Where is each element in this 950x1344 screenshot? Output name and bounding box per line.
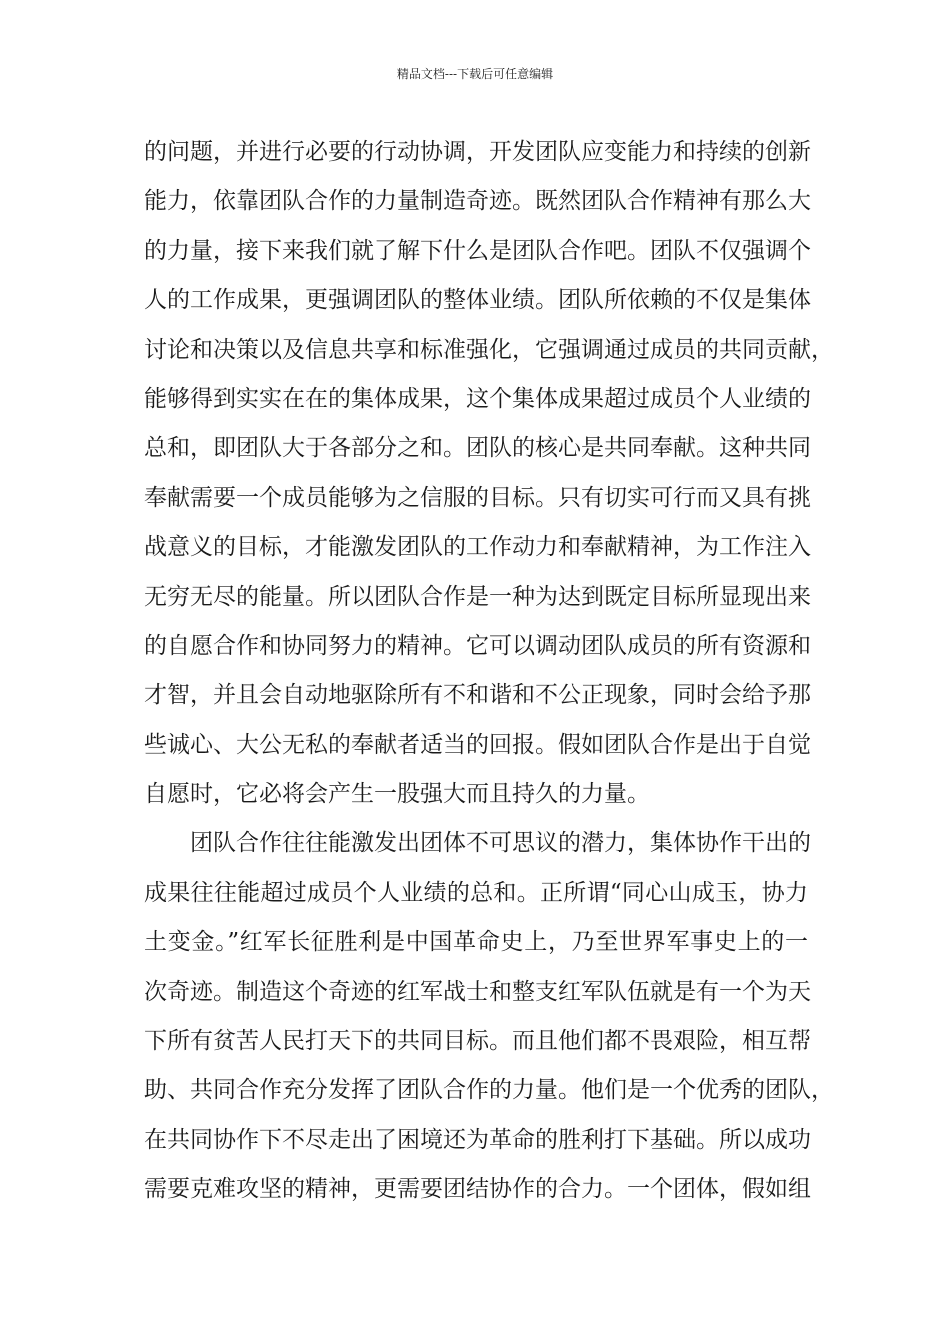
text-line: 能够得到实实在在的集体成果，这个集体成果超过成员个人业绩的 [144,385,811,412]
text-line: 的力量，接下来我们就了解下什么是团队合作吧。团队不仅强调个 [144,237,811,264]
text-line: 人的工作成果，更强调团队的整体业绩。团队所依赖的不仅是集体 [144,287,811,314]
text-line: 需要克难攻坚的精神，更需要团结协作的合力。一个团体，假如组 [144,1176,811,1203]
text-line: 战意义的目标，才能激发团队的工作动力和奉献精神，为工作注入 [144,534,811,561]
text-line: 的自愿合作和协同努力的精神。它可以调动团队成员的所有资源和 [144,632,811,659]
text-line: 奉献需要一个成员能够为之信服的目标。只有切实可行而又具有挑 [144,484,811,511]
page-header: 精品文档---下载后可任意编辑 [396,67,554,81]
text-line: 些诚心、大公无私的奉献者适当的回报。假如团队合作是出于自觉 [144,731,811,758]
text-line: 总和，即团队大于各部分之和。团队的核心是共同奉献。这种共同 [144,435,811,462]
paragraph-end-line: 自愿时，它必将会产生一股强大而且持久的力量。 [144,781,650,808]
paragraph-start-line: 团队合作往往能激发出团体不可思议的潜力，集体协作干出的 [190,830,811,857]
text-line: 能力，依靠团队合作的力量制造奇迹。既然团队合作精神有那么大 [144,188,811,215]
text-line: 才智，并且会自动地驱除所有不和谐和不公正现象，同时会给予那 [144,682,811,709]
text-line: 讨论和决策以及信息共享和标准强化，它强调通过成员的共同贡献， [144,336,834,363]
text-line: 土变金。”红军长征胜利是中国革命史上，乃至世界军事史上的一 [144,929,808,956]
text-line: 次奇迹。制造这个奇迹的红军战士和整支红军队伍就是有一个为天 [144,978,811,1005]
text-line: 下所有贫苦人民打天下的共同目标。而且他们都不畏艰险，相互帮 [144,1028,811,1055]
text-line: 无穷无尽的能量。所以团队合作是一种为达到既定目标所显现出来 [144,583,811,610]
text-line: 的问题，并进行必要的行动协调，开发团队应变能力和持续的创新 [144,139,811,165]
body-text [144,128,834,1215]
text-line: 助、共同合作充分发挥了团队合作的力量。他们是一个优秀的团队， [144,1077,834,1104]
text-line: 在共同协作下不尽走出了困境还为革命的胜利打下基础。所以成功 [144,1126,811,1153]
text-line: 成果往往能超过成员个人业绩的总和。正所谓“同心山成玉，协力 [144,879,808,906]
